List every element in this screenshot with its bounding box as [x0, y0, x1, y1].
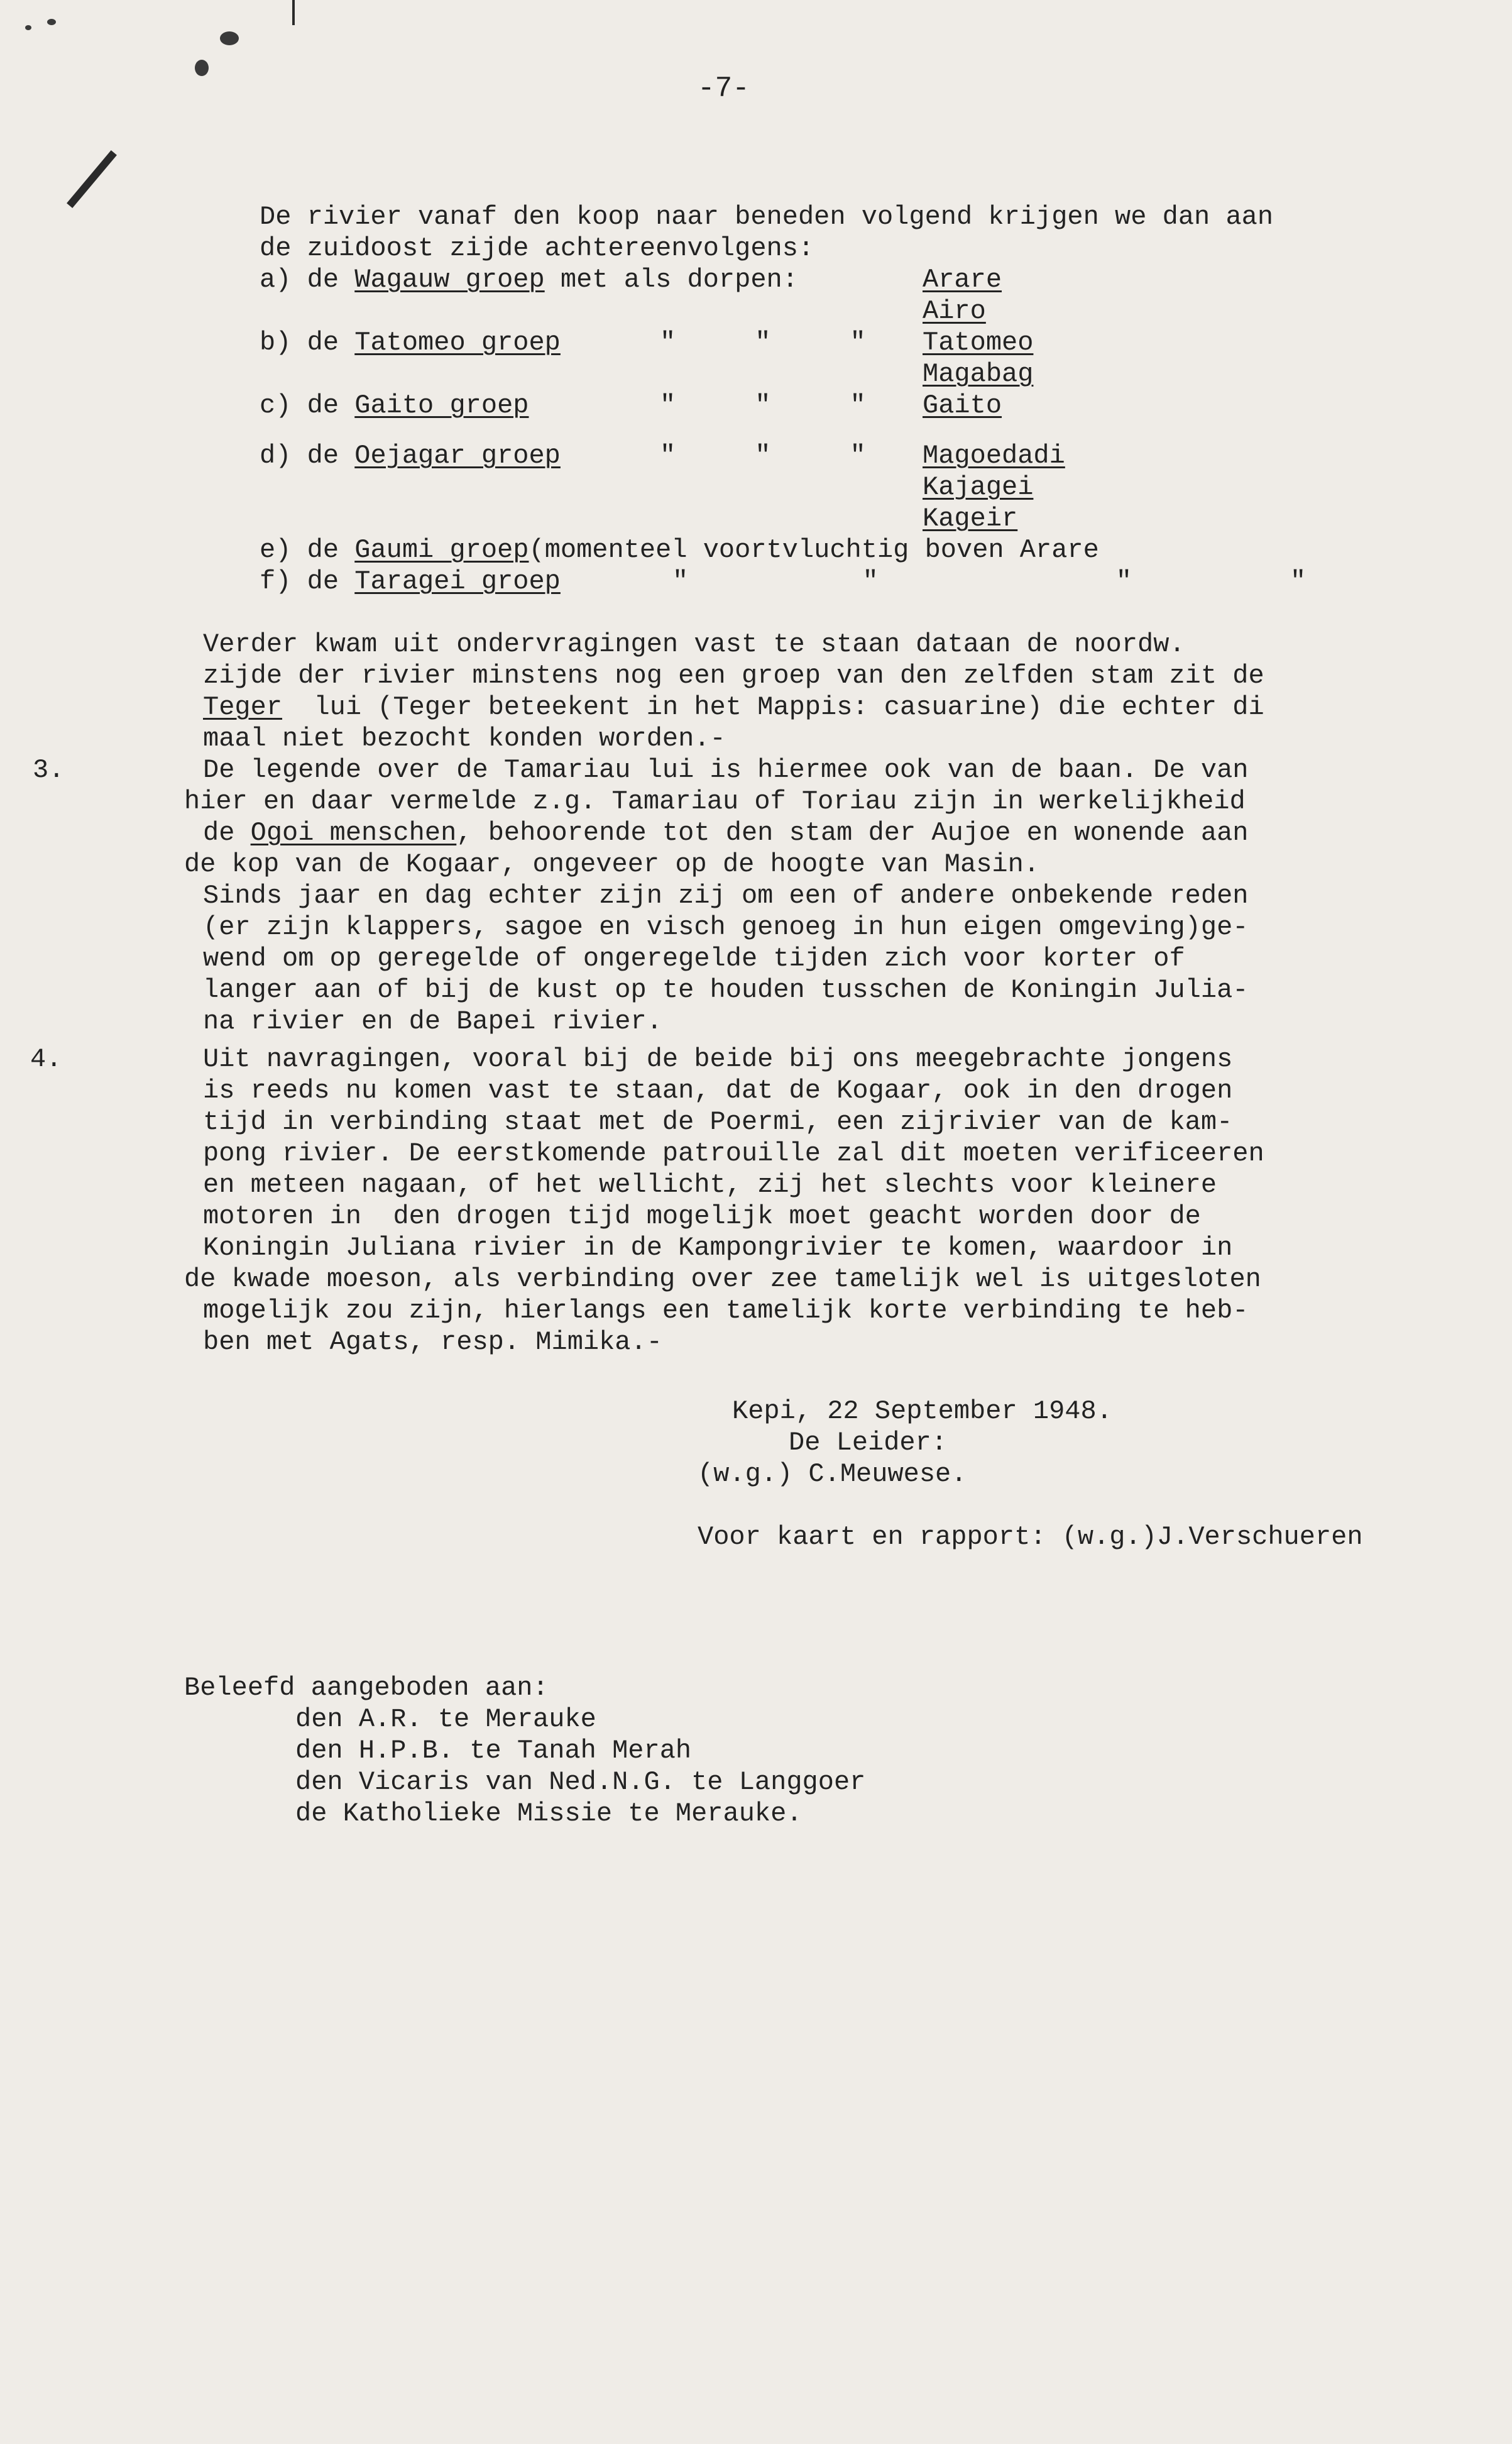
paragraph-line: tijd in verbinding staat met de Poermi, een zijrivier van de kam-: [203, 1107, 1233, 1137]
intro-line: De rivier vanaf den koop naar beneden volgend krijgen we dan aan: [260, 202, 1274, 232]
ink-speck: [220, 31, 239, 45]
group-prefix: d) de: [260, 441, 355, 471]
paragraph-line: Koningin Juliana rivier in de Kampongrivier te komen, waardoor in: [203, 1233, 1233, 1263]
group-prefix: b) de: [260, 328, 355, 358]
group-d: [260, 440, 561, 471]
ditto-marks: " " ": [660, 328, 866, 358]
village: Arare: [923, 265, 1002, 295]
paragraph-line: motoren in den drogen tijd mogelijk moet geacht worden door de: [203, 1201, 1201, 1231]
group-name: Oejagar groep: [354, 441, 561, 471]
group-name: Wagauw groep: [354, 265, 545, 295]
page-number: -7-: [698, 72, 750, 105]
paragraph-line: zijde der rivier minstens nog een groep van den zelfden stam zit de: [203, 661, 1264, 691]
group-a: [260, 264, 798, 295]
ogoi-term: Ogoi menschen: [250, 818, 457, 848]
paragraph-line: mogelijk zou zijn, hierlangs een tamelijk korte verbinding te heb-: [203, 1296, 1249, 1326]
group-prefix: f) de: [260, 566, 355, 597]
paragraph-line: langer aan of bij de kust op te houden tusschen de Koningin Julia-: [203, 975, 1249, 1005]
paragraph-line: (er zijn klappers, sagoe en visch genoeg in hun eigen omgeving)ge-: [203, 912, 1249, 942]
place-date: Kepi, 22 September 1948.: [732, 1396, 1112, 1426]
paragraph-line: [203, 691, 1264, 723]
section-number: 3.: [33, 755, 65, 785]
paragraph-line: maal niet bezocht konden worden.-: [203, 724, 726, 754]
signer-name: (w.g.) C.Meuwese.: [698, 1459, 967, 1489]
paragraph-line: is reeds nu komen vast te staan, dat de Kogaar, ook in den drogen: [203, 1076, 1233, 1106]
group-c: [260, 390, 529, 421]
group-prefix: a) de: [260, 265, 355, 295]
paragraph-line: hier en daar vermelde z.g. Tamariau of Toriau zijn in werkelijkheid: [184, 786, 1246, 817]
group-b: [260, 327, 561, 358]
paragraph-line: wend om op geregelde of ongeregelde tijden zich voor korter of: [203, 944, 1185, 974]
ogoi-rest: , behoorende tot den stam der Aujoe en wonende aan: [456, 818, 1249, 848]
paragraph-line: na rivier en de Bapei rivier.: [203, 1006, 662, 1037]
paragraph-line: de kwade moeson, als verbinding over zee tamelijk wel is uitgesloten: [184, 1264, 1261, 1294]
paragraph-line: Verder kwam uit ondervragingen vast te staan dataan de noordw.: [203, 629, 1185, 659]
recipient: den A.R. te Merauke: [295, 1704, 596, 1734]
ink-speck: [195, 60, 209, 76]
ditto-marks: " " " ": [672, 566, 1307, 597]
group-prefix: c) de: [260, 390, 355, 421]
paragraph-line: Sinds jaar en dag echter zijn zij om een of andere onbekende reden: [203, 881, 1249, 911]
ditto-marks: " " ": [660, 441, 866, 471]
group-mid: met als dorpen:: [544, 265, 798, 295]
village: Kajagei: [923, 472, 1034, 502]
recipient: den Vicaris van Ned.N.G. te Langgoer: [295, 1767, 866, 1797]
group-f: [260, 566, 561, 597]
distribution-heading: Beleefd aangeboden aan:: [184, 1673, 549, 1703]
pencil-stroke: [67, 150, 117, 208]
teger-rest: lui (Teger beteekent in het Mappis: casuarine) die echter di: [314, 692, 1264, 722]
teger-term: Teger: [203, 692, 283, 722]
signer-role: De Leider:: [789, 1428, 948, 1458]
group-name: Taragei groep: [354, 566, 561, 597]
village: Airo: [923, 296, 986, 326]
village: Gaito: [923, 390, 1002, 421]
group-rest: (momenteel voortvluchtig boven Arare: [529, 535, 1099, 565]
paragraph-line: ben met Agats, resp. Mimika.-: [203, 1327, 662, 1357]
section-number: 4.: [30, 1044, 62, 1074]
village: Magoedadi: [923, 441, 1065, 471]
pencil-stroke: [292, 0, 295, 25]
ink-speck: [47, 19, 56, 25]
recipient: de Katholieke Missie te Merauke.: [295, 1798, 803, 1829]
map-report-signature: Voor kaart en rapport: (w.g.)J.Verschueren: [698, 1522, 1363, 1552]
paragraph-line: [203, 817, 1249, 849]
ditto-marks: " " ": [660, 390, 866, 421]
paragraph-line: Uit navragingen, vooral bij de beide bij ons meegebrachte jongens: [203, 1044, 1233, 1074]
group-name: Gaumi groep: [354, 535, 529, 565]
group-prefix: e) de: [260, 535, 355, 565]
ink-speck: [25, 25, 31, 30]
recipient: den H.P.B. te Tanah Merah: [295, 1736, 692, 1766]
group-e: [260, 534, 1099, 566]
village: Tatomeo: [923, 328, 1034, 358]
group-name: Gaito groep: [354, 390, 529, 421]
group-name: Tatomeo groep: [354, 328, 561, 358]
paragraph-line: en meteen nagaan, of het wellicht, zij het slechts voor kleinere: [203, 1170, 1217, 1200]
intro-line: de zuidoost zijde achtereenvolgens:: [260, 233, 814, 263]
village: Kageir: [923, 504, 1018, 534]
paragraph-line: pong rivier. De eerstkomende patrouille zal dit moeten verificeeren: [203, 1138, 1264, 1169]
de-prefix: de: [203, 818, 251, 848]
village: Magabag: [923, 359, 1034, 389]
paragraph-line: de kop van de Kogaar, ongeveer op de hoogte van Masin.: [184, 849, 1040, 879]
paragraph-line: De legende over de Tamariau lui is hiermee ook van de baan. De van: [203, 755, 1249, 785]
